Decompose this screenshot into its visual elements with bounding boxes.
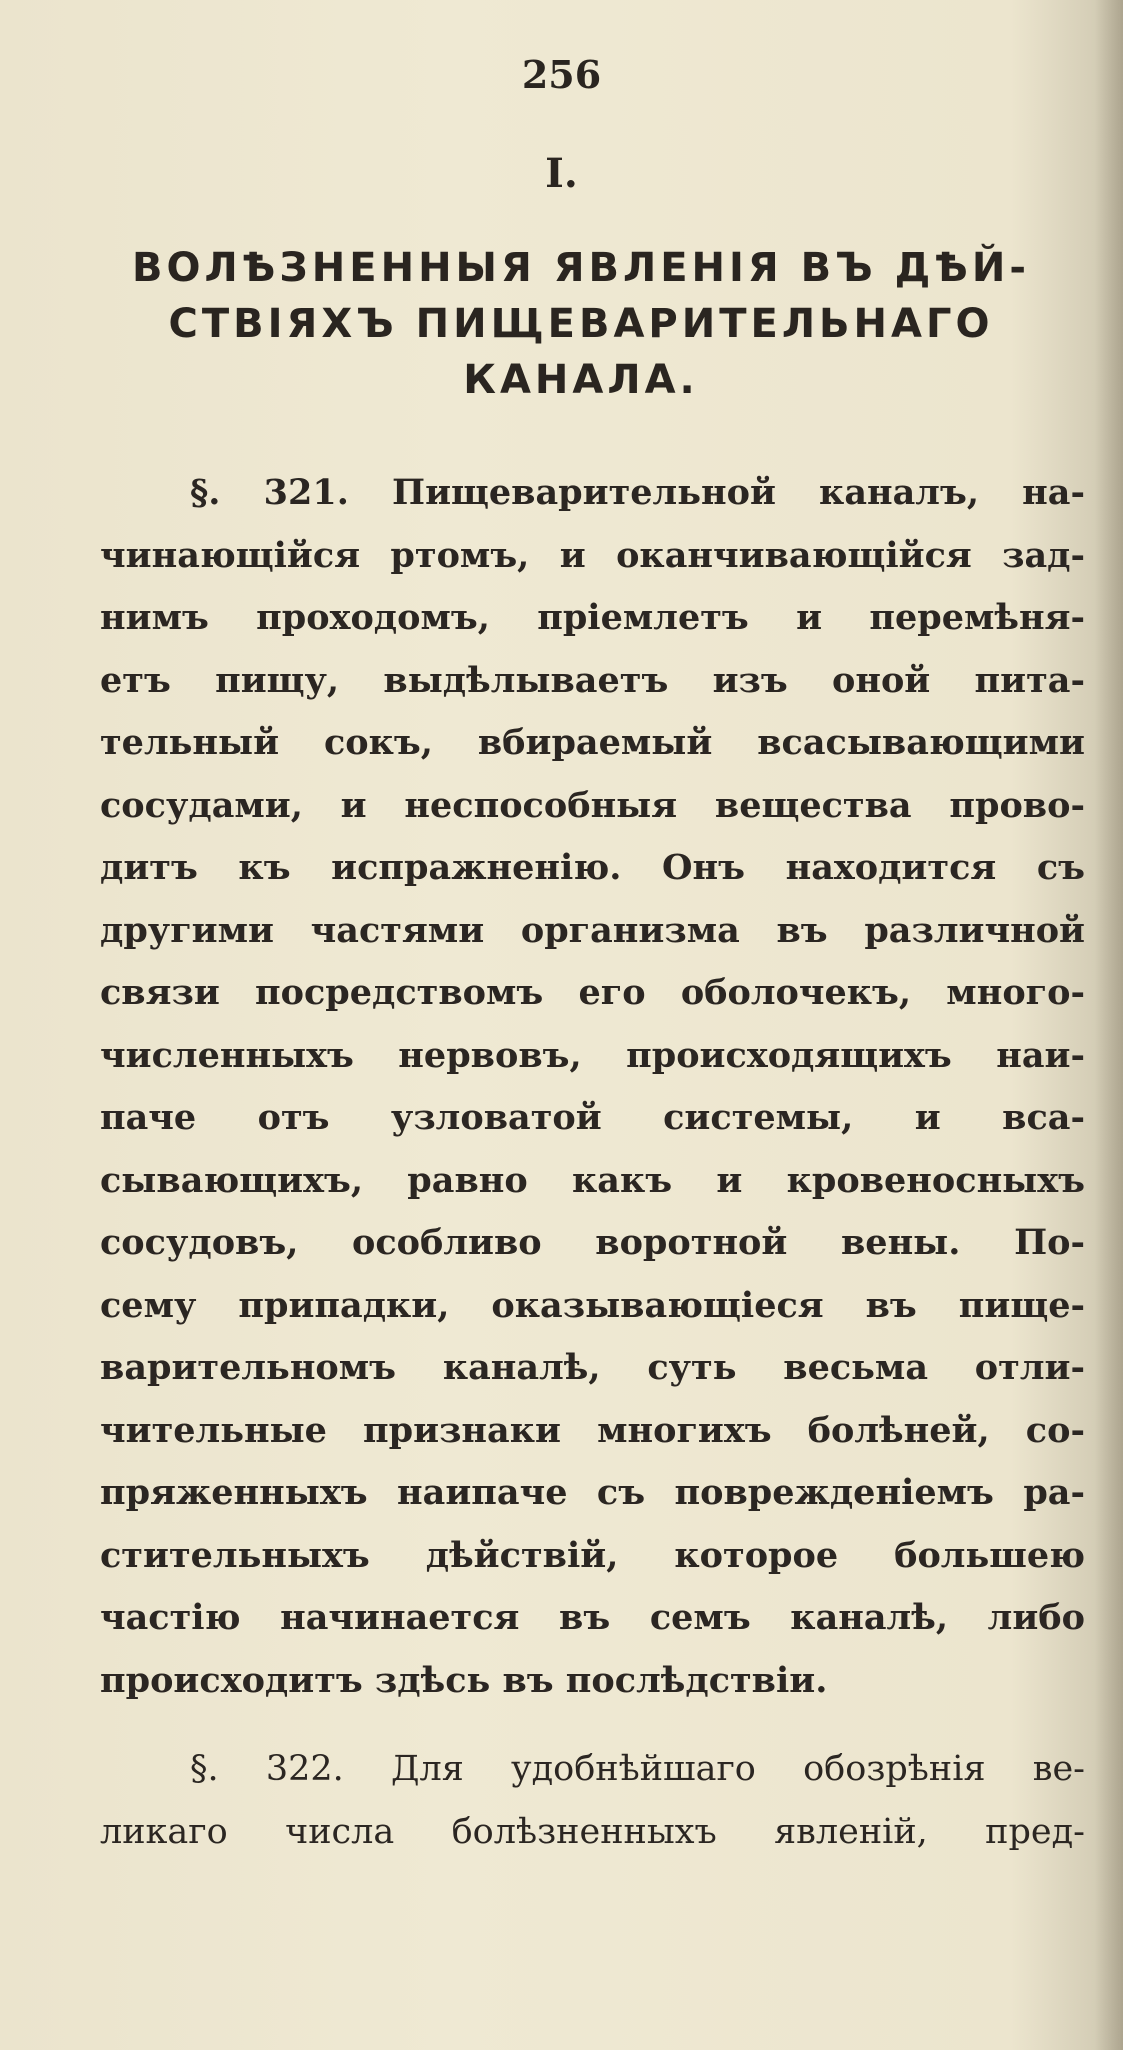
text-line: дитъ къ испражненію. Онъ находится съ	[100, 847, 1085, 888]
text-line: сосудами, и неспособныя вещества прово-	[100, 784, 1085, 826]
text-line: происходитъ здѣсь въ послѣдствіи.	[100, 1659, 828, 1701]
text-line: сему припадки, оказывающіеся въ пище-	[100, 1284, 1085, 1326]
paragraph-322	[100, 1738, 1085, 1863]
text-line: стительныхъ дѣйствій, которое большею	[100, 1534, 1085, 1576]
paragraph-321	[100, 462, 1085, 1712]
text-line: сывающихъ, равно какъ и кровеносныхъ	[100, 1159, 1085, 1201]
page-number: 256	[521, 52, 602, 97]
chapter-title-line: ВОЛѢЗНЕННЫЯ ЯВЛЕНІЯ ВЪ ДѢЙ-	[132, 245, 1030, 291]
text-line: чинающійся ртомъ, и оканчивающійся зад-	[100, 534, 1085, 576]
chapter-title-line: КАНАЛА.	[463, 357, 699, 403]
text-line: паче отъ узловатой системы, и вса-	[100, 1097, 1085, 1138]
text-line: тельный сокъ, вбираемый всасывающими	[100, 722, 1085, 763]
text-line: чительные признаки многихъ болѣней, со-	[100, 1409, 1085, 1451]
text-line: сосудовъ, особливо воротной вены. По-	[100, 1222, 1085, 1263]
text-line: варительномъ каналѣ, суть весьма отли-	[100, 1347, 1085, 1388]
text-line: §. 321. Пищеварительной каналъ, на-	[190, 472, 1085, 513]
text-line: §. 322. Для удобнѣйшаго обозрѣнія ве-	[190, 1749, 1085, 1789]
chapter-title	[88, 240, 1074, 408]
text-line: связи посредствомъ его оболочекъ, много-	[100, 972, 1085, 1013]
section-numeral: I.	[545, 150, 578, 197]
text-line: пряженныхъ наипаче съ поврежденіемъ ра-	[100, 1472, 1085, 1513]
text-line: ликаго числа болѣзненныхъ явленій, пред-	[100, 1811, 1085, 1852]
text-line: численныхъ нервовъ, происходящихъ наи-	[100, 1034, 1085, 1076]
text-line: етъ пищу, выдѣлываетъ изъ оной пита-	[100, 659, 1085, 701]
text-line: нимъ проходомъ, пріемлетъ и перемѣня-	[100, 597, 1085, 638]
text-line: частію начинается въ семъ каналѣ, либо	[100, 1597, 1085, 1638]
text-line: другими частями организма въ различной	[100, 909, 1085, 951]
chapter-title-line: СТВІЯХЪ ПИЩЕВАРИТЕЛЬНАГО	[168, 301, 994, 347]
page-binding-shadow	[1095, 0, 1123, 2050]
